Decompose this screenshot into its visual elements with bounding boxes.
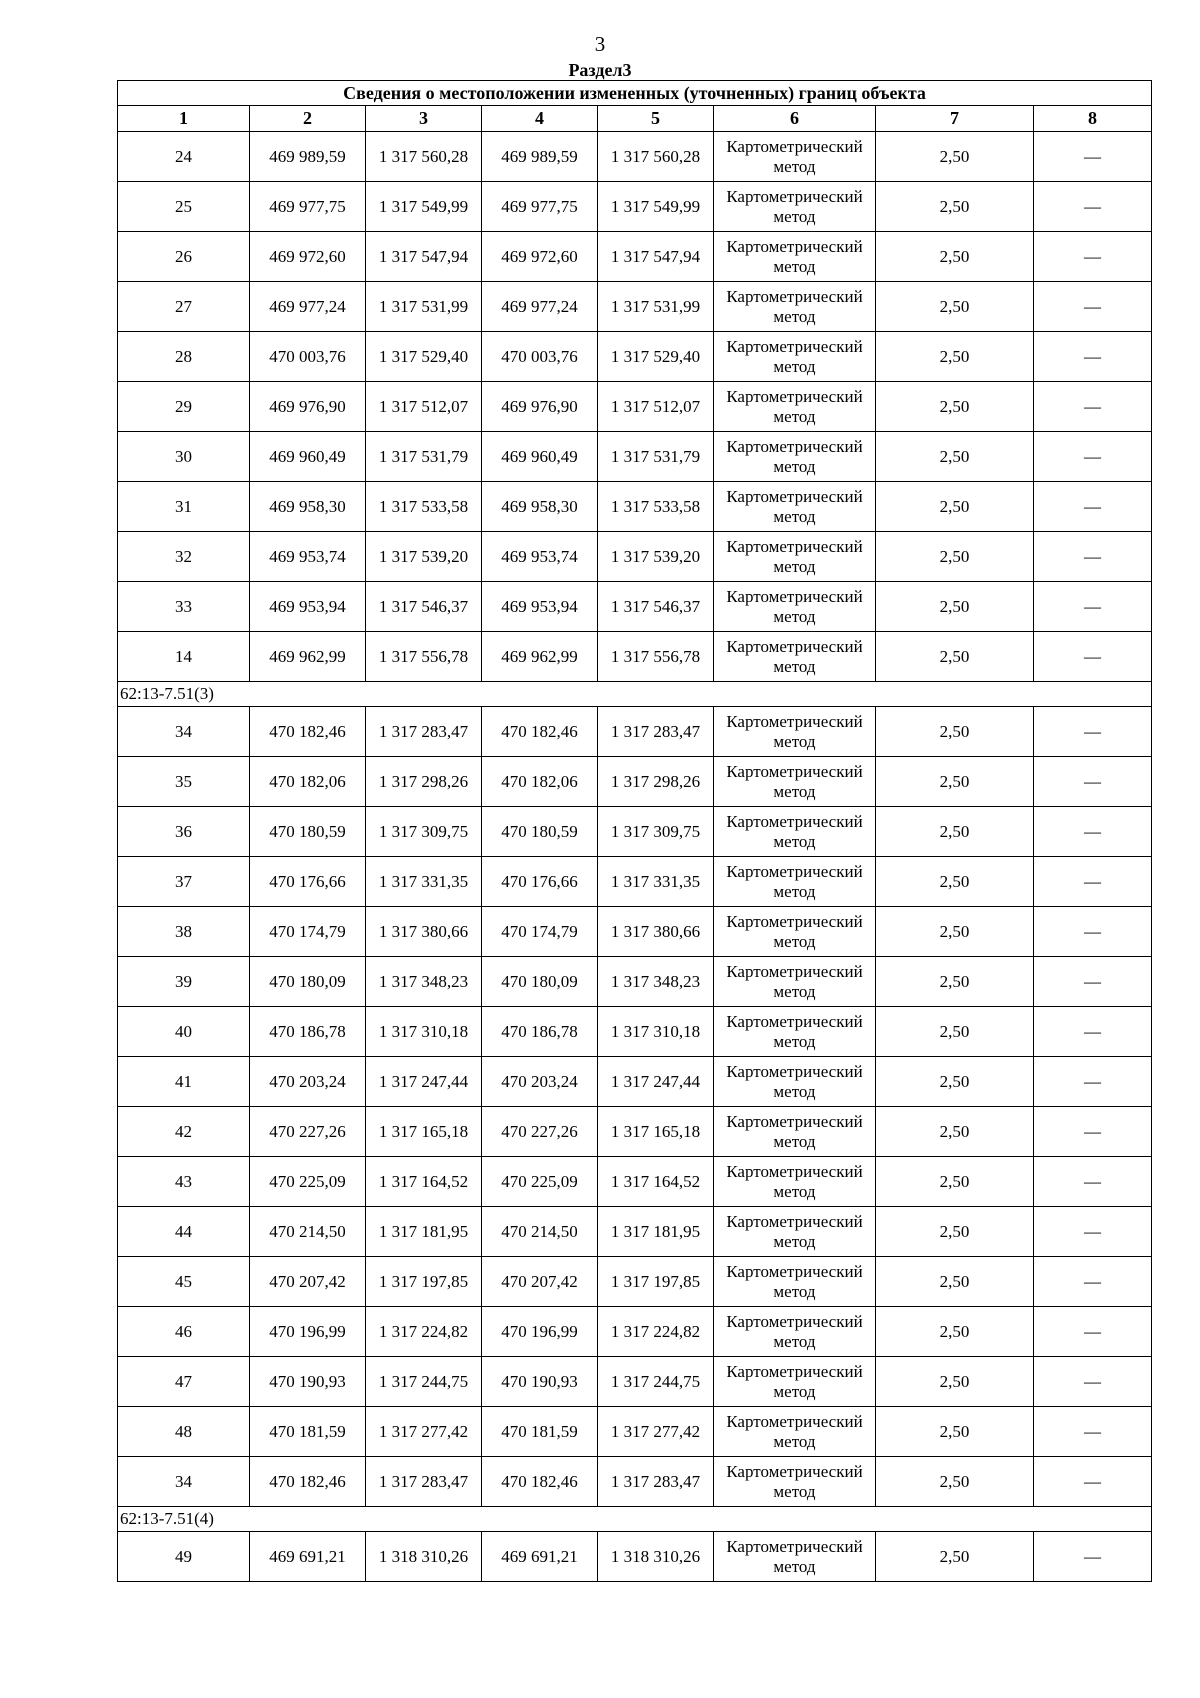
coordinate-cell: 1 317 298,26 [598,757,714,807]
point-number-cell: 47 [118,1357,250,1407]
group-label: 62:13-7.51(3) [118,682,1152,707]
column-header: 6 [714,106,876,132]
coordinate-cell: 1 317 556,78 [366,632,482,682]
accuracy-cell: 2,50 [876,432,1034,482]
method-cell: Картометрический метод [714,707,876,757]
coordinate-cell: 1 317 549,99 [366,182,482,232]
table-caption: Сведения о местоположении измененных (уточненных) границ объекта [118,81,1152,106]
empty-mark-cell: — [1034,382,1152,432]
empty-mark-cell: — [1034,532,1152,582]
method-cell: Картометрический метод [714,1107,876,1157]
coordinate-cell: 470 186,78 [250,1007,366,1057]
coordinate-cell: 1 317 277,42 [598,1407,714,1457]
coordinates-table [117,80,1152,1582]
point-number-cell: 40 [118,1007,250,1057]
coordinate-cell: 1 317 247,44 [598,1057,714,1107]
empty-mark-cell: — [1034,1207,1152,1257]
empty-mark-cell: — [1034,757,1152,807]
table-row [118,282,1152,332]
accuracy-cell: 2,50 [876,382,1034,432]
table-row [118,1157,1152,1207]
empty-mark-cell: — [1034,1107,1152,1157]
empty-mark-cell: — [1034,1007,1152,1057]
method-cell: Картометрический метод [714,1057,876,1107]
point-number-cell: 38 [118,907,250,957]
accuracy-cell: 2,50 [876,1107,1034,1157]
accuracy-cell: 2,50 [876,132,1034,182]
coordinate-cell: 1 317 277,42 [366,1407,482,1457]
method-cell: Картометрический метод [714,182,876,232]
point-number-cell: 35 [118,757,250,807]
method-cell: Картометрический метод [714,757,876,807]
accuracy-cell: 2,50 [876,182,1034,232]
accuracy-cell: 2,50 [876,1257,1034,1307]
group-label: 62:13-7.51(4) [118,1507,1152,1532]
point-number-cell: 28 [118,332,250,382]
method-cell: Картометрический метод [714,632,876,682]
table-row [118,532,1152,582]
column-header: 5 [598,106,714,132]
method-cell: Картометрический метод [714,1457,876,1507]
coordinate-cell: 1 317 539,20 [366,532,482,582]
empty-mark-cell: — [1034,432,1152,482]
coordinate-cell: 1 317 247,44 [366,1057,482,1107]
point-number-cell: 29 [118,382,250,432]
method-cell: Картометрический метод [714,1307,876,1357]
method-cell: Картометрический метод [714,1007,876,1057]
point-number-cell: 32 [118,532,250,582]
coordinate-cell: 470 182,46 [482,1457,598,1507]
coordinate-cell: 469 977,24 [482,282,598,332]
table-row [118,632,1152,682]
method-cell: Картометрический метод [714,132,876,182]
empty-mark-cell: — [1034,282,1152,332]
coordinate-cell: 1 317 310,18 [366,1007,482,1057]
coordinate-cell: 1 317 529,40 [598,332,714,382]
coordinate-cell: 1 317 539,20 [598,532,714,582]
method-cell: Картометрический метод [714,1532,876,1582]
coordinate-cell: 1 317 244,75 [598,1357,714,1407]
coordinate-cell: 1 317 549,99 [598,182,714,232]
accuracy-cell: 2,50 [876,482,1034,532]
table-row [118,432,1152,482]
coordinate-cell: 470 174,79 [250,907,366,957]
table-row [118,807,1152,857]
coordinate-cell: 1 317 531,99 [366,282,482,332]
coordinate-cell: 470 227,26 [482,1107,598,1157]
coordinate-cell: 1 317 331,35 [598,857,714,907]
section-title: Раздел3 [568,60,632,80]
empty-mark-cell: — [1034,1057,1152,1107]
accuracy-cell: 2,50 [876,582,1034,632]
table-row [118,1407,1152,1457]
empty-mark-cell: — [1034,907,1152,957]
coordinate-cell: 1 317 197,85 [598,1257,714,1307]
method-cell: Картометрический метод [714,382,876,432]
coordinate-cell: 469 960,49 [482,432,598,482]
accuracy-cell: 2,50 [876,1407,1034,1457]
table-row [118,1107,1152,1157]
coordinate-cell: 1 317 533,58 [366,482,482,532]
coordinate-cell: 1 317 380,66 [366,907,482,957]
accuracy-cell: 2,50 [876,807,1034,857]
point-number-cell: 49 [118,1532,250,1582]
coordinate-cell: 470 186,78 [482,1007,598,1057]
point-number-cell: 45 [118,1257,250,1307]
coordinate-cell: 469 977,75 [482,182,598,232]
table-row [118,1207,1152,1257]
column-header: 7 [876,106,1034,132]
coordinate-cell: 470 182,46 [250,707,366,757]
coordinate-cell: 469 977,75 [250,182,366,232]
column-header: 8 [1034,106,1152,132]
coordinate-cell: 469 953,74 [250,532,366,582]
group-header-row [118,1507,1152,1532]
coordinate-cell: 469 962,99 [250,632,366,682]
coordinate-cell: 1 317 309,75 [366,807,482,857]
method-cell: Картометрический метод [714,1157,876,1207]
point-number-cell: 14 [118,632,250,682]
coordinate-cell: 470 182,46 [250,1457,366,1507]
coordinate-cell: 1 317 283,47 [598,1457,714,1507]
empty-mark-cell: — [1034,632,1152,682]
coordinate-cell: 1 317 331,35 [366,857,482,907]
coordinate-cell: 469 972,60 [482,232,598,282]
group-header-row [118,682,1152,707]
coordinate-cell: 1 317 380,66 [598,907,714,957]
coordinate-cell: 470 181,59 [482,1407,598,1457]
method-cell: Картометрический метод [714,1357,876,1407]
coordinate-cell: 1 317 283,47 [366,1457,482,1507]
method-cell: Картометрический метод [714,807,876,857]
coordinate-cell: 1 317 310,18 [598,1007,714,1057]
empty-mark-cell: — [1034,807,1152,857]
coordinate-cell: 470 214,50 [250,1207,366,1257]
page-number: 3 [594,32,606,56]
table-row [118,1532,1152,1582]
method-cell: Картометрический метод [714,582,876,632]
coordinate-cell: 470 182,46 [482,707,598,757]
coordinate-cell: 1 317 298,26 [366,757,482,807]
table-caption-row [118,81,1152,106]
method-cell: Картометрический метод [714,532,876,582]
coordinate-cell: 470 003,76 [250,332,366,382]
table-row [118,482,1152,532]
point-number-cell: 42 [118,1107,250,1157]
coordinate-cell: 469 691,21 [250,1532,366,1582]
coordinate-cell: 1 317 165,18 [598,1107,714,1157]
empty-mark-cell: — [1034,232,1152,282]
coordinate-cell: 1 317 181,95 [366,1207,482,1257]
accuracy-cell: 2,50 [876,1157,1034,1207]
accuracy-cell: 2,50 [876,1307,1034,1357]
coordinate-cell: 469 962,99 [482,632,598,682]
coordinate-cell: 470 176,66 [250,857,366,907]
coordinate-cell: 1 317 556,78 [598,632,714,682]
coordinate-cell: 469 972,60 [250,232,366,282]
coordinate-cell: 1 317 309,75 [598,807,714,857]
method-cell: Картометрический метод [714,432,876,482]
column-header: 2 [250,106,366,132]
coordinate-cell: 1 318 310,26 [366,1532,482,1582]
method-cell: Картометрический метод [714,907,876,957]
coordinate-cell: 469 989,59 [482,132,598,182]
table-row [118,757,1152,807]
table-row [118,1057,1152,1107]
coordinate-cell: 1 317 224,82 [598,1307,714,1357]
coordinate-cell: 470 003,76 [482,332,598,382]
coordinate-cell: 469 977,24 [250,282,366,332]
coordinate-cell: 470 203,24 [482,1057,598,1107]
accuracy-cell: 2,50 [876,857,1034,907]
point-number-cell: 25 [118,182,250,232]
table-row [118,857,1152,907]
table-row [118,1457,1152,1507]
coordinate-cell: 1 317 283,47 [366,707,482,757]
coordinate-cell: 1 318 310,26 [598,1532,714,1582]
empty-mark-cell: — [1034,182,1152,232]
table-row [118,707,1152,757]
empty-mark-cell: — [1034,707,1152,757]
coordinate-cell: 1 317 348,23 [598,957,714,1007]
method-cell: Картометрический метод [714,1207,876,1257]
point-number-cell: 46 [118,1307,250,1357]
accuracy-cell: 2,50 [876,907,1034,957]
empty-mark-cell: — [1034,1257,1152,1307]
empty-mark-cell: — [1034,1532,1152,1582]
empty-mark-cell: — [1034,1357,1152,1407]
coordinate-cell: 469 691,21 [482,1532,598,1582]
empty-mark-cell: — [1034,482,1152,532]
coordinate-cell: 469 976,90 [250,382,366,432]
coordinate-cell: 1 317 197,85 [366,1257,482,1307]
point-number-cell: 31 [118,482,250,532]
coordinate-cell: 1 317 533,58 [598,482,714,532]
point-number-cell: 34 [118,1457,250,1507]
coordinate-cell: 1 317 546,37 [598,582,714,632]
accuracy-cell: 2,50 [876,282,1034,332]
coordinate-cell: 1 317 531,79 [598,432,714,482]
coordinate-cell: 1 317 224,82 [366,1307,482,1357]
point-number-cell: 43 [118,1157,250,1207]
coordinate-cell: 470 181,59 [250,1407,366,1457]
coordinate-cell: 1 317 547,94 [598,232,714,282]
empty-mark-cell: — [1034,1307,1152,1357]
accuracy-cell: 2,50 [876,757,1034,807]
accuracy-cell: 2,50 [876,1057,1034,1107]
coordinate-cell: 469 976,90 [482,382,598,432]
table-row [118,1307,1152,1357]
coordinate-cell: 470 203,24 [250,1057,366,1107]
coordinate-cell: 470 174,79 [482,907,598,957]
point-number-cell: 26 [118,232,250,282]
empty-mark-cell: — [1034,957,1152,1007]
method-cell: Картометрический метод [714,1407,876,1457]
point-number-cell: 30 [118,432,250,482]
table-row [118,382,1152,432]
empty-mark-cell: — [1034,582,1152,632]
point-number-cell: 33 [118,582,250,632]
table-row [118,1357,1152,1407]
coordinate-cell: 470 214,50 [482,1207,598,1257]
method-cell: Картометрический метод [714,232,876,282]
coordinate-cell: 1 317 283,47 [598,707,714,757]
method-cell: Картометрический метод [714,957,876,1007]
coordinate-cell: 470 180,09 [250,957,366,1007]
table-row [118,332,1152,382]
accuracy-cell: 2,50 [876,707,1034,757]
empty-mark-cell: — [1034,132,1152,182]
table-row [118,132,1152,182]
method-cell: Картометрический метод [714,857,876,907]
point-number-cell: 27 [118,282,250,332]
coordinate-cell: 1 317 164,52 [366,1157,482,1207]
coordinate-cell: 469 958,30 [482,482,598,532]
coordinate-cell: 1 317 560,28 [598,132,714,182]
coordinate-cell: 470 190,93 [482,1357,598,1407]
method-cell: Картометрический метод [714,1257,876,1307]
point-number-cell: 24 [118,132,250,182]
point-number-cell: 44 [118,1207,250,1257]
coordinate-cell: 1 317 531,79 [366,432,482,482]
coordinate-cell: 1 317 546,37 [366,582,482,632]
accuracy-cell: 2,50 [876,232,1034,282]
accuracy-cell: 2,50 [876,957,1034,1007]
accuracy-cell: 2,50 [876,1007,1034,1057]
coordinate-cell: 1 317 512,07 [366,382,482,432]
coordinate-cell: 470 207,42 [250,1257,366,1307]
coordinate-cell: 470 180,59 [482,807,598,857]
coordinate-cell: 1 317 512,07 [598,382,714,432]
accuracy-cell: 2,50 [876,1532,1034,1582]
method-cell: Картометрический метод [714,332,876,382]
accuracy-cell: 2,50 [876,1457,1034,1507]
table-row [118,232,1152,282]
coordinate-cell: 470 176,66 [482,857,598,907]
column-header: 1 [118,106,250,132]
table-row [118,957,1152,1007]
coordinate-cell: 470 225,09 [250,1157,366,1207]
coordinate-cell: 1 317 547,94 [366,232,482,282]
coordinate-cell: 470 196,99 [250,1307,366,1357]
coordinate-cell: 1 317 165,18 [366,1107,482,1157]
table-row [118,182,1152,232]
point-number-cell: 48 [118,1407,250,1457]
coordinate-cell: 469 958,30 [250,482,366,532]
table-row [118,907,1152,957]
accuracy-cell: 2,50 [876,632,1034,682]
coordinate-cell: 470 196,99 [482,1307,598,1357]
coordinate-cell: 469 989,59 [250,132,366,182]
coordinate-cell: 1 317 529,40 [366,332,482,382]
coordinate-cell: 1 317 560,28 [366,132,482,182]
accuracy-cell: 2,50 [876,1357,1034,1407]
empty-mark-cell: — [1034,857,1152,907]
point-number-cell: 41 [118,1057,250,1107]
table-row [118,582,1152,632]
coordinate-cell: 470 182,06 [482,757,598,807]
table-row [118,1257,1152,1307]
table-row [118,1007,1152,1057]
coordinate-cell: 1 317 348,23 [366,957,482,1007]
point-number-cell: 37 [118,857,250,907]
coordinate-cell: 469 953,94 [250,582,366,632]
coordinate-cell: 470 207,42 [482,1257,598,1307]
coordinate-cell: 469 953,74 [482,532,598,582]
empty-mark-cell: — [1034,1407,1152,1457]
point-number-cell: 36 [118,807,250,857]
column-header-row [118,106,1152,132]
column-header: 3 [366,106,482,132]
coordinate-cell: 470 190,93 [250,1357,366,1407]
accuracy-cell: 2,50 [876,1207,1034,1257]
accuracy-cell: 2,50 [876,332,1034,382]
coordinate-cell: 1 317 244,75 [366,1357,482,1407]
coordinate-cell: 1 317 531,99 [598,282,714,332]
point-number-cell: 39 [118,957,250,1007]
coordinate-cell: 469 953,94 [482,582,598,632]
method-cell: Картометрический метод [714,282,876,332]
table-body [118,81,1152,1582]
method-cell: Картометрический метод [714,482,876,532]
coordinate-cell: 1 317 164,52 [598,1157,714,1207]
coordinate-cell: 470 225,09 [482,1157,598,1207]
empty-mark-cell: — [1034,332,1152,382]
coordinate-cell: 1 317 181,95 [598,1207,714,1257]
accuracy-cell: 2,50 [876,532,1034,582]
column-header: 4 [482,106,598,132]
point-number-cell: 34 [118,707,250,757]
coordinate-cell: 470 182,06 [250,757,366,807]
coordinate-cell: 470 180,09 [482,957,598,1007]
empty-mark-cell: — [1034,1457,1152,1507]
coordinate-cell: 469 960,49 [250,432,366,482]
empty-mark-cell: — [1034,1157,1152,1207]
coordinate-cell: 470 227,26 [250,1107,366,1157]
coordinate-cell: 470 180,59 [250,807,366,857]
